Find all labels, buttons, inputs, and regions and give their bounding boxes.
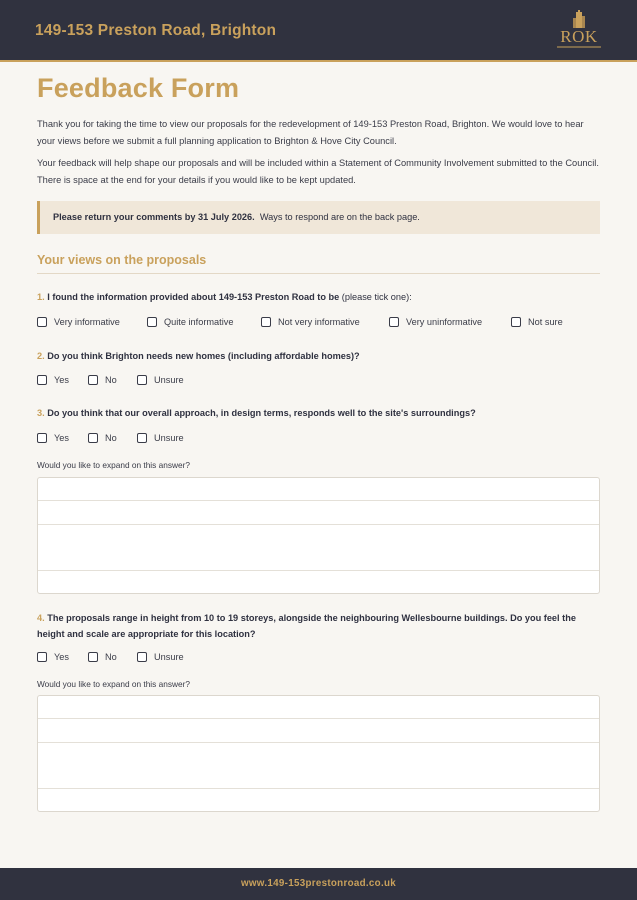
option-label: No: [105, 652, 117, 662]
option-label: Unsure: [154, 652, 184, 662]
ruled-line: [38, 500, 599, 501]
website-link[interactable]: www.149-153prestonroad.co.uk: [240, 878, 397, 889]
question-note: (please tick one):: [341, 292, 412, 302]
footer-bar: [0, 868, 637, 900]
section-title: Your views on the proposals: [37, 253, 207, 267]
option-no[interactable]: [88, 373, 117, 387]
answer-textarea-q4[interactable]: [37, 695, 600, 812]
option-no[interactable]: [88, 431, 117, 445]
option-not-very-informative[interactable]: [261, 315, 360, 329]
question-1: [37, 290, 600, 306]
checkbox[interactable]: [37, 433, 47, 443]
option-label: Not very informative: [278, 317, 360, 327]
question-2: [37, 349, 600, 365]
option-quite-informative[interactable]: [147, 315, 233, 329]
expand-label: Would you like to expand on this answer?: [37, 460, 190, 470]
option-label: Quite informative: [164, 317, 234, 327]
question-text: Do you think Brighton needs new homes (including affordable homes)?: [47, 351, 360, 361]
option-label: Yes: [54, 433, 69, 443]
checkbox[interactable]: [88, 375, 98, 385]
question-3: [37, 406, 600, 422]
option-label: Yes: [54, 375, 69, 385]
question-text: The proposals range in height from 10 to 19 storeys, alongside the neighbouring Wellesbourne buildings. Do you feel the height and scale are appropriate for this location?: [37, 613, 576, 639]
option-label: Unsure: [154, 433, 184, 443]
option-very-informative[interactable]: [37, 315, 120, 329]
checkbox[interactable]: [37, 317, 47, 327]
checkbox[interactable]: [137, 433, 147, 443]
question-number: 4.: [37, 613, 45, 623]
question-4: [37, 611, 600, 642]
section-divider: [37, 273, 600, 274]
checkbox[interactable]: [88, 652, 98, 662]
option-unsure[interactable]: [137, 650, 184, 664]
answer-textarea-q3[interactable]: [37, 477, 600, 594]
ruled-line: [38, 742, 599, 743]
checkbox[interactable]: [261, 317, 271, 327]
question-number: 1.: [37, 292, 45, 302]
option-label: No: [105, 375, 117, 385]
checkbox[interactable]: [37, 652, 47, 662]
ruled-line: [38, 718, 599, 719]
expand-label: Would you like to expand on this answer?: [37, 679, 190, 689]
checkbox[interactable]: [147, 317, 157, 327]
respond-info: Ways to respond are on the back page.: [259, 212, 420, 222]
checkbox[interactable]: [37, 375, 47, 385]
ruled-line: [38, 788, 599, 789]
rok-logo: [557, 10, 601, 50]
intro-paragraph-1: Thank you for taking the time to view our proposals for the redevelopment of 149-153 Preston Road, Brighton. We would love to hear your views before we submit a full planning application to Brighton & Hove City Council.: [37, 119, 584, 146]
question-number: 2.: [37, 351, 45, 361]
question-number: 3.: [37, 408, 45, 418]
ruled-line: [38, 524, 599, 525]
option-label: Very informative: [54, 317, 120, 327]
header-accent-line: [0, 60, 637, 62]
checkbox[interactable]: [511, 317, 521, 327]
header-bar: [0, 0, 637, 62]
logo-text: ROK: [560, 27, 598, 46]
option-very-uninformative[interactable]: [389, 315, 482, 329]
checkbox[interactable]: [389, 317, 399, 327]
checkbox[interactable]: [137, 652, 147, 662]
option-label: Very uninformative: [406, 317, 483, 327]
option-label: Not sure: [528, 317, 563, 327]
question-text: Do you think that our overall approach, in design terms, responds well to the site's surroundings?: [47, 408, 476, 418]
ruled-line: [38, 570, 599, 571]
option-label: Unsure: [154, 375, 184, 385]
checkbox[interactable]: [88, 433, 98, 443]
option-not-sure[interactable]: [511, 315, 563, 329]
option-label: No: [105, 433, 117, 443]
deadline-text: Please return your comments by 31 July 2026.: [53, 212, 255, 222]
option-yes[interactable]: [37, 650, 69, 664]
option-label: Yes: [54, 652, 69, 662]
option-yes[interactable]: [37, 373, 69, 387]
question-text: I found the information provided about 149-153 Preston Road to be: [47, 292, 340, 302]
option-unsure[interactable]: [137, 373, 184, 387]
logo-underline: [557, 46, 601, 48]
option-yes[interactable]: [37, 431, 69, 445]
intro-paragraph-2: Your feedback will help shape our proposals and will be included within a Statement of Community Involvement submitted to the Council. There is space at the end for your details if you would like to be kept updated.: [37, 158, 599, 185]
option-no[interactable]: [88, 650, 117, 664]
checkbox[interactable]: [137, 375, 147, 385]
site-title: 149-153 Preston Road, Brighton: [35, 22, 277, 39]
building-icon: [571, 10, 587, 28]
option-unsure[interactable]: [137, 431, 184, 445]
deadline-notice: [37, 201, 600, 234]
form-title: Feedback Form: [37, 73, 240, 103]
